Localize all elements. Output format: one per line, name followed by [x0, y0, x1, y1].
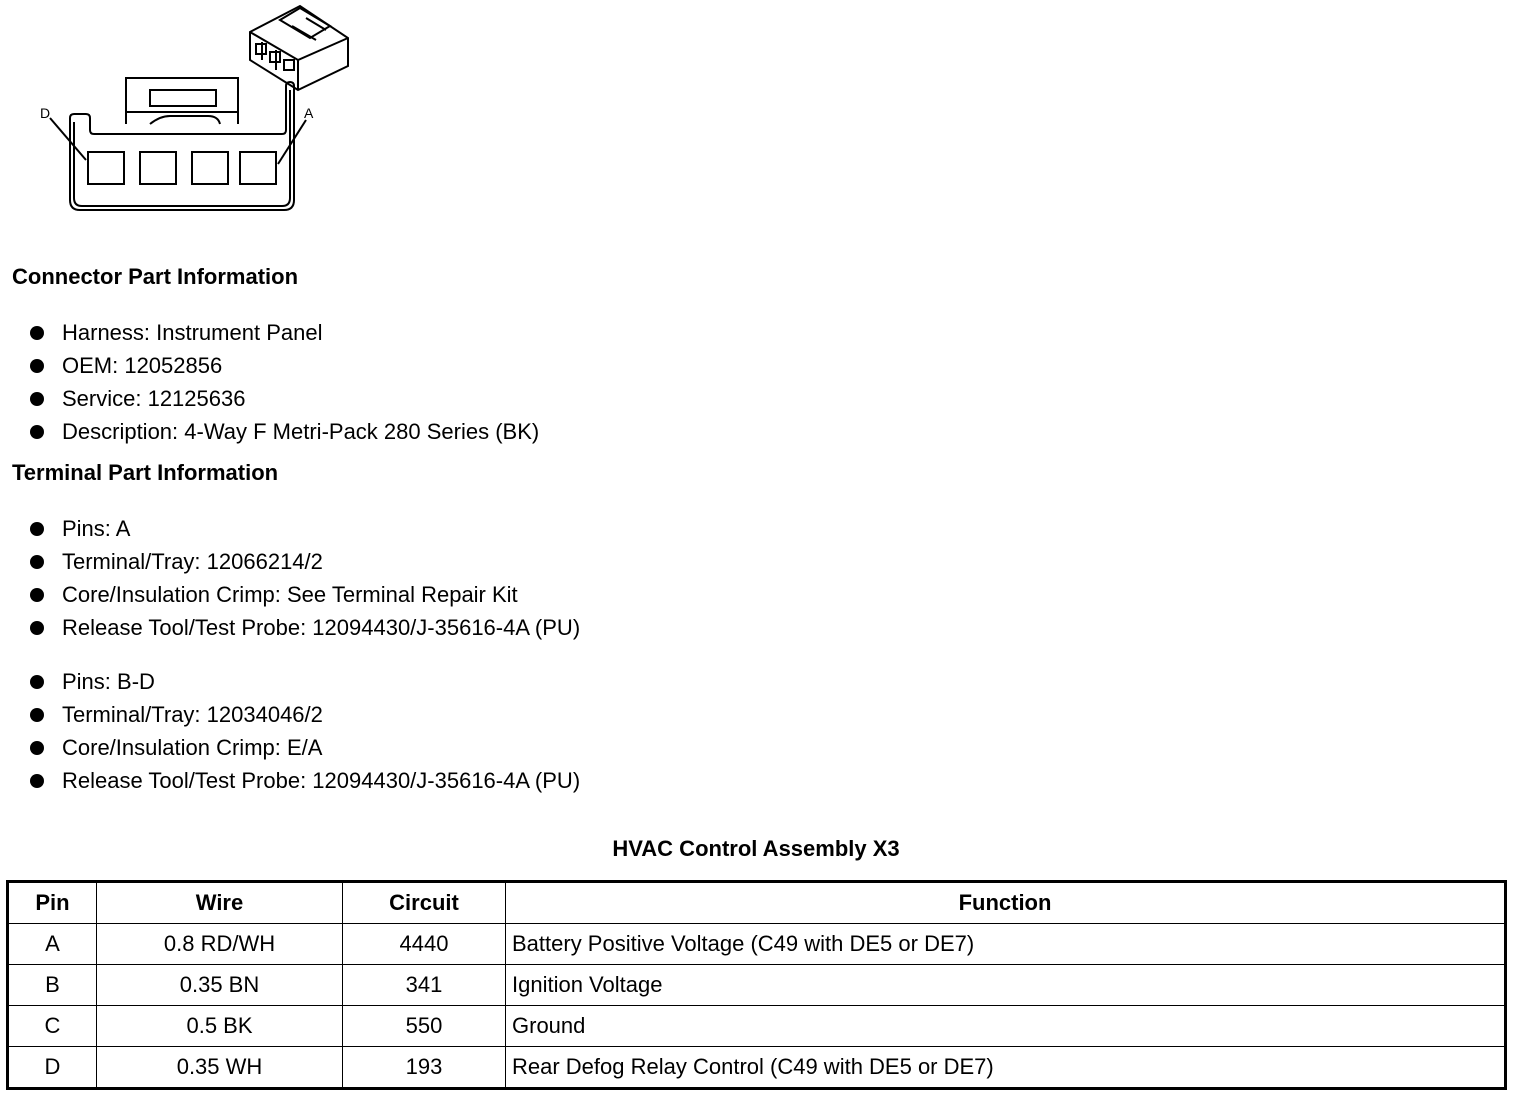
cell-wire: 0.5 BK [97, 1006, 343, 1047]
table-row [8, 1047, 1506, 1089]
list-item: Pins: A [28, 512, 580, 545]
cell-function: Rear Defog Relay Control (C49 with DE5 or DE7) [506, 1047, 1506, 1089]
cell-wire: 0.8 RD/WH [97, 924, 343, 965]
list-item: Release Tool/Test Probe: 12094430/J-35616-4A (PU) [28, 764, 580, 797]
list-item: Terminal/Tray: 12034046/2 [28, 698, 580, 731]
list-item: Description: 4-Way F Metri-Pack 280 Series (BK) [28, 415, 539, 448]
pin-a-label: A [304, 105, 314, 121]
cell-function: Battery Positive Voltage (C49 with DE5 or DE7) [506, 924, 1506, 965]
cell-function: Ground [506, 1006, 1506, 1047]
list-item: Harness: Instrument Panel [28, 316, 539, 349]
list-item: Release Tool/Test Probe: 12094430/J-35616-4A (PU) [28, 611, 580, 644]
cell-function: Ignition Voltage [506, 965, 1506, 1006]
header-pin: Pin [8, 882, 97, 924]
table-row [8, 1006, 1506, 1047]
table-row [8, 965, 1506, 1006]
list-item: Core/Insulation Crimp: E/A [28, 731, 580, 764]
connector-part-list [28, 316, 539, 448]
terminal-part-list-b [28, 665, 580, 797]
header-function: Function [506, 882, 1506, 924]
list-item: Pins: B-D [28, 665, 580, 698]
cell-circuit: 341 [343, 965, 506, 1006]
table-title: HVAC Control Assembly X3 [612, 836, 900, 861]
header-circuit: Circuit [343, 882, 506, 924]
list-item: OEM: 12052856 [28, 349, 539, 382]
table-header-row [8, 882, 1506, 924]
connector-diagram [30, 0, 370, 220]
connector-face-illustration [30, 0, 370, 220]
terminal-part-list-a [28, 512, 580, 644]
list-item: Core/Insulation Crimp: See Terminal Repair Kit [28, 578, 580, 611]
list-item: Terminal/Tray: 12066214/2 [28, 545, 580, 578]
terminal-part-heading: Terminal Part Information [12, 460, 279, 485]
cell-circuit: 193 [343, 1047, 506, 1089]
connector-part-heading: Connector Part Information [12, 264, 299, 289]
cell-pin: B [8, 965, 97, 1006]
cell-pin: C [8, 1006, 97, 1047]
cell-wire: 0.35 WH [97, 1047, 343, 1089]
pinout-table [6, 880, 1507, 1090]
cell-wire: 0.35 BN [97, 965, 343, 1006]
header-wire: Wire [97, 882, 343, 924]
cell-pin: D [8, 1047, 97, 1089]
cell-circuit: 550 [343, 1006, 506, 1047]
pin-d-label: D [40, 105, 51, 121]
connector-perspective-icon [250, 6, 348, 90]
list-item: Service: 12125636 [28, 382, 539, 415]
cell-pin: A [8, 924, 97, 965]
table-row [8, 924, 1506, 965]
cell-circuit: 4440 [343, 924, 506, 965]
